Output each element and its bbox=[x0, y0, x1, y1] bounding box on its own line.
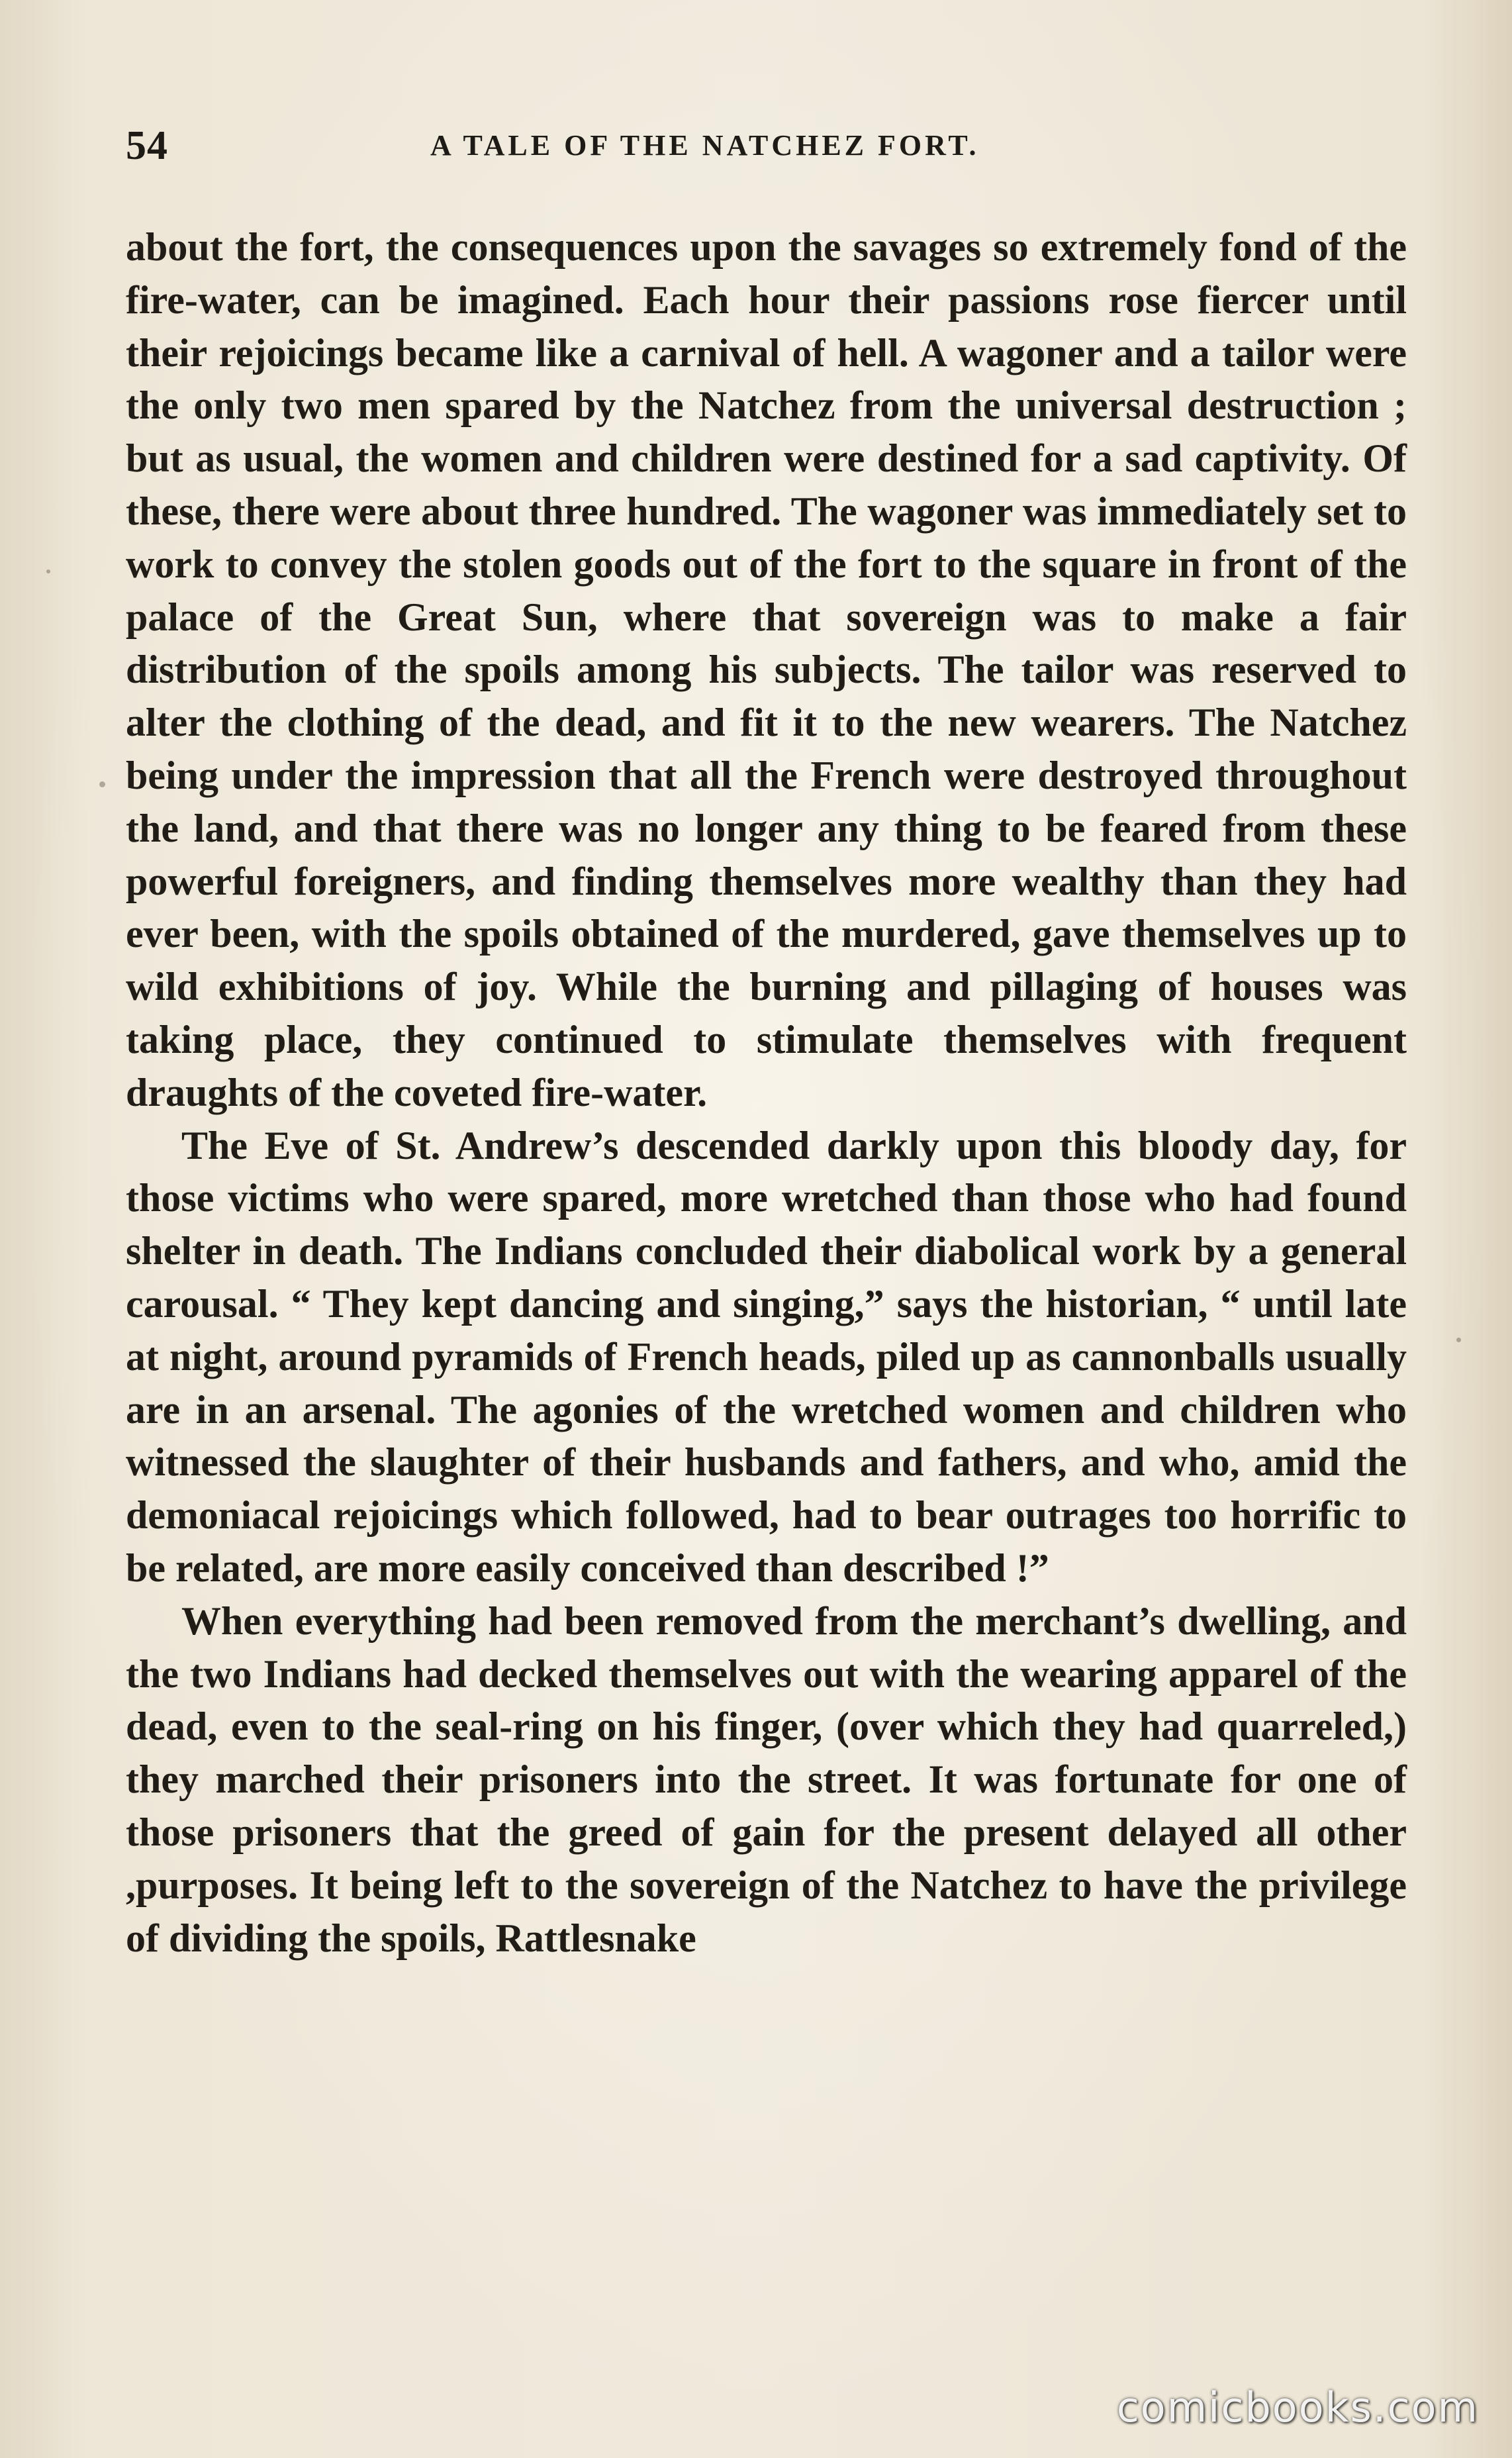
running-head bbox=[126, 119, 1407, 172]
paragraph-1: about the fort, the consequences upon the savages so extremely fond of the fire-water, can be imagined. Each hour their passions rose fiercer until their rejoicings became like a carnival of hell. A wagoner and a tailor were the only two men spared by the Natchez from the universal destruction ; but as usual, the women and children were destined for a sad captivity. Of these, there were about three hundred. The wagoner was immediately set to work to convey the stolen goods out of the fort to the square in front of the palace of the Great Sun, where that sovereign was to make a fair distribution of the spoils among his subjects. The tailor was reserved to alter the clothing of the dead, and fit it to the new wearers. The Natchez being under the impression that all the French were destroyed throughout the land, and that there was no longer any thing to be feared from these powerful foreigners, and finding themselves more wealthy than they had ever been, with the spoils obtained of the murdered, gave themselves up to wild exhibitions of joy. While the burning and pillaging of houses was taking place, they continued to stimulate themselves with frequent draughts of the coveted fire-water. bbox=[126, 225, 1407, 1114]
paper-speck bbox=[46, 569, 50, 573]
paragraph-3: When everything had been removed from the merchant’s dwelling, and the two Indians had decked themselves out with the wearing apparel of the dead, even to the seal-ring on his finger, (over which they had quarreled,) they marched their prisoners into the street. It was fortunate for one of those prisoners that the greed of gain for the present delayed all other ,purposes. It being left to the sovereign of the Natchez to have the privilege of dividing the spoils, Rattlesnake bbox=[126, 1598, 1407, 1960]
running-title: A TALE OF THE NATCHEZ FORT. bbox=[430, 129, 980, 162]
paper-speck bbox=[99, 781, 105, 787]
paragraph-2: The Eve of St. Andrew’s descended darkly upon this bloody day, for those victims who were spared, more wretched than those who had found shelter in death. The Indians concluded their diabolical work by a general carousal. “ They kept dancing and singing,” says the historian, “ until late at night, around pyramids of French heads, piled up as cannonballs usually are in an arsenal. The agonies of the wretched women and children who witnessed the slaughter of their husbands and fathers, and who, amid the demoniacal rejoicings which followed, had to bear outrages too horrific to be related, are more easily conceived than described !” bbox=[126, 1123, 1407, 1590]
page-number: 54 bbox=[126, 123, 168, 168]
paper-speck bbox=[1456, 1338, 1461, 1342]
watermark: comicbooks.com bbox=[1116, 2383, 1479, 2432]
body-text bbox=[126, 221, 1407, 1965]
